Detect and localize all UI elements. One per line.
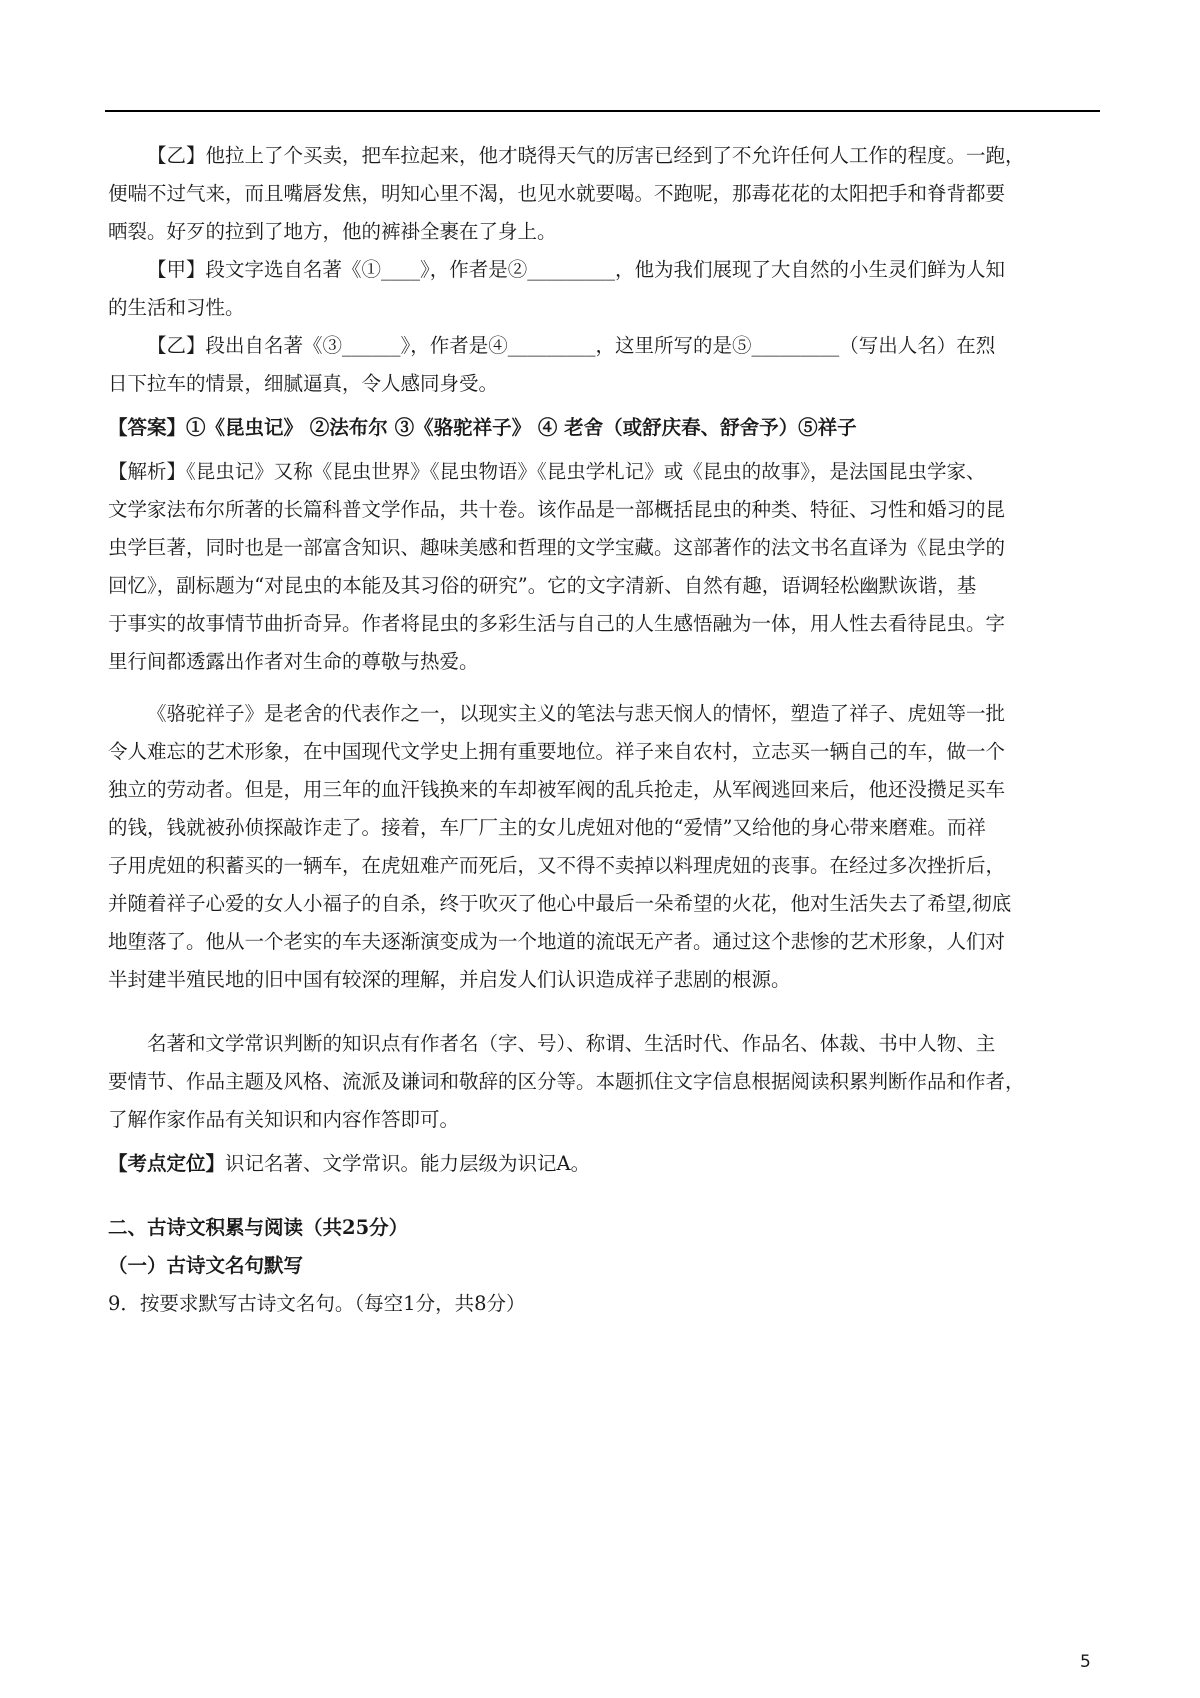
section-title: 二、古诗文积累与阅读（共25分） [108,1216,409,1239]
kaodian-label: 【考点定位】 [108,1152,226,1175]
header-rule [105,110,1100,112]
page-number: 5 [1080,1652,1091,1672]
question-yi-line: 日下拉车的情景，细腻逼真，令人感同身受。 [108,372,499,395]
question-jia-line: 的生活和习性。 [108,296,245,319]
question-jia [108,251,1098,327]
kaodian-text: 识记名著、文学常识。能力层级为识记A。 [225,1152,591,1175]
analysis-line: 半封建半殖民地的旧中国有较深的理解，并启发人们认识造成祥子悲剧的根源。 [108,968,791,991]
analysis-line: 【解析】《昆虫记》又称《昆虫世界》《昆虫物语》《昆虫学札记》或《昆虫的故事》，是法国昆虫学家、 [108,460,986,483]
analysis-line: 虫学巨著，同时也是一部富含知识、趣味美感和哲理的文学宝藏。这部著作的法文书名直译为《昆虫学的 [108,536,1006,559]
analysis-line: 地堕落了。他从一个老实的车夫逐渐演变成为一个地道的流氓无产者。通过这个悲惨的艺术形象，人们对 [108,930,1006,953]
analysis-line: 令人难忘的艺术形象，在中国现代文学史上拥有重要地位。祥子来自农村，立志买一辆自己的车，做一个 [108,740,1006,763]
analysis-para-1 [108,453,1098,681]
answer: 【答案】①《昆虫记》 ②法布尔 ③《骆驼祥子》 ④ 老舍（或舒庆春、舒舍予）⑤祥子 [108,416,857,439]
question-yi [108,327,1098,403]
passage-b-line: 【乙】他拉上了个买卖，把车拉起来，他才晓得天气的厉害已经到了不允许任何人工作的程度。一跑， [147,144,1025,167]
analysis-para-3 [108,1025,1098,1139]
analysis-line: 要情节、作品主题及风格、流派及谦词和敬辞的区分等。本题抓住文字信息根据阅读积累判断作品和作者， [108,1070,1025,1093]
passage-b-line: 便喘不过气来，而且嘴唇发焦，明知心里不渴，也见水就要喝。不跑呢，那毒花花的太阳把手和脊背都要 [108,182,1006,205]
analysis-line: 于事实的故事情节曲折奇异。作者将昆虫的多彩生活与自己的人生感悟融为一体，用人性去看待昆虫。字 [108,612,1006,635]
analysis-line: 子用虎妞的积蓄买的一辆车，在虎妞难产而死后，又不得不卖掉以料理虎妞的丧事。在经过多次挫折后， [108,854,1006,877]
kaodian [108,1145,1098,1183]
analysis-line: 并随着祥子心爱的女人小福子的自杀，终于吹灭了他心中最后一朵希望的火花，他对生活失去了希望,彻底 [108,892,1012,915]
question-yi-line: 【乙】段出自名著《③______》，作者是④_________，这里所写的是⑤_________（写出人名）在烈 [147,334,996,357]
question-9: 9．按要求默写古诗文名句。（每空1分，共8分） [108,1292,526,1315]
analysis-line: 回忆》，副标题为“对昆虫的本能及其习俗的研究”。它的文字清新、自然有趣，语调轻松幽默诙谐，基 [108,574,977,597]
analysis-line: 的钱，钱就被孙侦探敲诈走了。接着，车厂厂主的女儿虎妞对他的“爱情”又给他的身心带来磨难。而祥 [108,816,986,839]
passage-b-line: 晒裂。好歹的拉到了地方，他的裤褂全裹在了身上。 [108,220,557,243]
analysis-line: 独立的劳动者。但是，用三年的血汗钱换来的车却被军阀的乱兵抢走，从军阀逃回来后，他还没攒足买车 [108,778,1006,801]
analysis-para-2 [108,695,1098,999]
passage-b [108,137,1098,251]
analysis-line: 文学家法布尔所著的长篇科普文学作品，共十卷。该作品是一部概括昆虫的种类、特征、习性和婚习的昆 [108,498,1006,521]
analysis-line: 《骆驼祥子》是老舍的代表作之一，以现实主义的笔法与悲天悯人的情怀，塑造了祥子、虎妞等一批 [147,702,1006,725]
analysis-line: 名著和文学常识判断的知识点有作者名（字、号）、称谓、生活时代、作品名、体裁、书中人物、主 [147,1032,996,1055]
analysis-line: 了解作家作品有关知识和内容作答即可。 [108,1108,460,1131]
document-body [108,137,1098,1323]
section-subtitle: （一）古诗文名句默写 [108,1254,304,1277]
analysis-line: 里行间都透露出作者对生命的尊敬与热爱。 [108,650,479,673]
question-jia-line: 【甲】段文字选自名著《①____》，作者是②_________，他为我们展现了大自然的小生灵们鲜为人知 [147,258,1006,281]
